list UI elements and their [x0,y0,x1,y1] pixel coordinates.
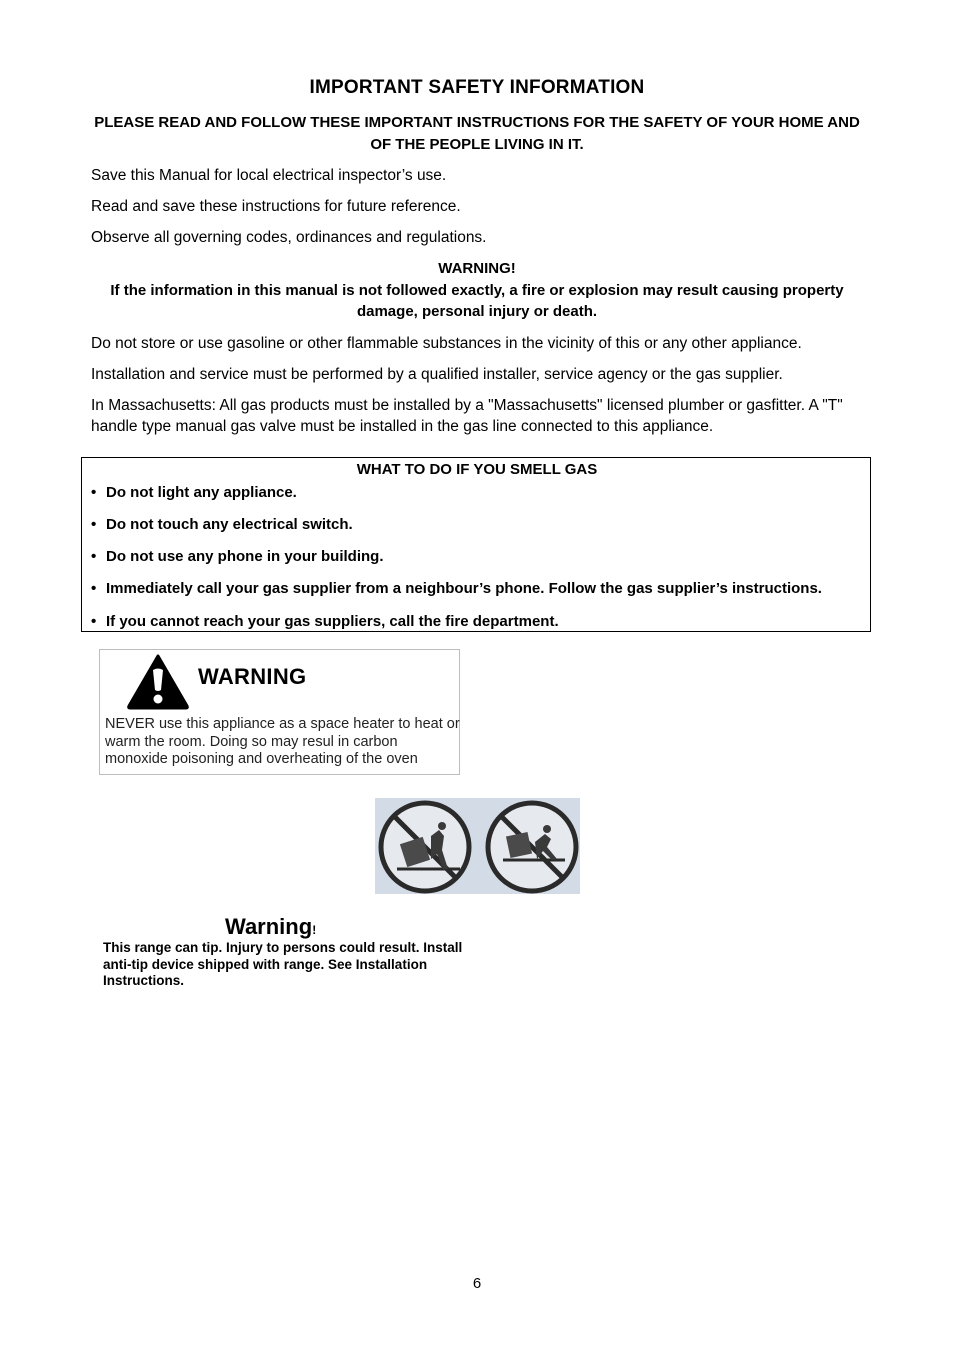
tip-warning-text: This range can tip. Injury to persons could result. Install anti-tip device shipped with range. See Installation Instructions. [103,940,463,988]
bullet-icon: • [91,613,97,630]
gas-box-item: • Immediately call your gas supplier from a neighbour’s phone. Follow the gas supplier’s instructions. [91,580,822,597]
gas-box-title: WHAT TO DO IF YOU SMELL GAS [356,461,598,478]
warning-triangle-icon [126,652,190,710]
gas-smell-box [81,457,871,632]
tip-warning-heading: Warning! [225,914,317,939]
intro-paragraph: Read and save these instructions for future reference. [91,198,461,215]
heater-warning-box [99,649,460,775]
gas-box-item: • Do not use any phone in your building. [91,548,384,565]
bullet-icon: • [91,516,97,533]
warning-text: If the information in this manual is not followed exactly, a fire or explosion may result causing property damage, personal injury or death. [110,282,844,320]
page-title: IMPORTANT SAFETY INFORMATION [309,77,645,98]
bullet-icon: • [91,484,97,501]
gas-box-item: • Do not touch any electrical switch. [91,516,353,533]
no-tipping-range-icon [375,798,580,894]
body-paragraph: Installation and service must be performed by a qualified installer, service agency or the gas supplier. [91,366,783,383]
bullet-icon: • [91,580,97,597]
heater-warning-text: NEVER use this appliance as a space heater to heat or warm the room. Doing so may resul in carbon monoxide poisoning and overheating of the oven [105,716,460,767]
bullet-icon: • [91,548,97,565]
body-paragraph: In Massachusetts: All gas products must be installed by a "Massachusetts" licensed plumber or gasfitter. A "T" handle type manual gas valve must be installed in the gas line connected to this appliance. [91,397,843,435]
intro-paragraph: Observe all governing codes, ordinances and regulations. [91,229,487,246]
intro-paragraph: Save this Manual for local electrical inspector’s use. [91,167,447,184]
page-number: 6 [472,1275,482,1292]
gas-box-item: • Do not light any appliance. [91,484,297,501]
body-paragraph: Do not store or use gasoline or other flammable substances in the vicinity of this or any other appliance. [91,335,802,352]
safety-subheading: PLEASE READ AND FOLLOW THESE IMPORTANT INSTRUCTIONS FOR THE SAFETY OF YOUR HOME AND OF THE PEOPLE LIVING IN IT. [94,114,860,153]
heater-warning-heading: WARNING [198,664,307,689]
warning-heading: WARNING! [438,260,516,277]
gas-box-item: • If you cannot reach your gas suppliers, call the fire department. [91,613,559,630]
tip-over-pictogram [375,798,580,894]
